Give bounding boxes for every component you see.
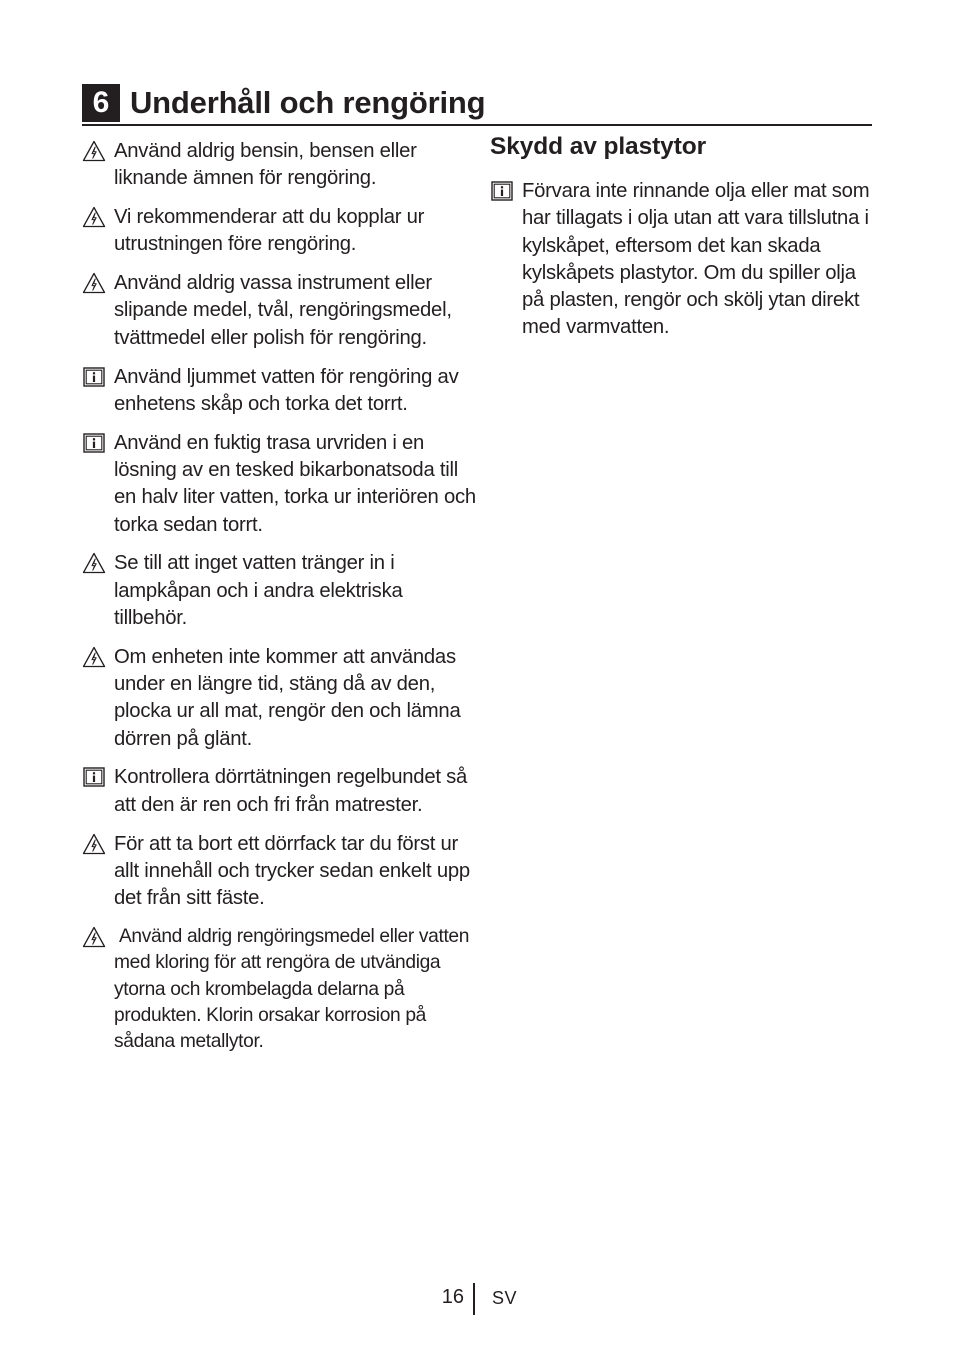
item-text: Förvara inte rinnande olja eller mat som har tillagats i olja utan att vara tillslutna i kylskåpet, eftersom det kan skada kylskåpets plastytor. Om du spiller olja på plasten, rengör och skölj ytan direkt med varmvatten. xyxy=(522,180,870,339)
list-item xyxy=(82,204,477,259)
item-text: Om enheten inte kommer att användas under en längre tid, stäng då av den, plocka ur all mat, rengör den och lämna dörren på glänt. xyxy=(114,645,461,750)
item-text: För att ta bort ett dörrfack tar du först ur allt innehåll och trycker sedan enkelt upp det från sitt fäste. xyxy=(114,832,470,910)
warning-icon xyxy=(82,551,106,575)
warning-icon xyxy=(82,271,106,295)
list-item xyxy=(82,924,477,1055)
chapter-header xyxy=(82,84,872,126)
info-icon xyxy=(82,765,106,789)
info-icon xyxy=(490,179,514,203)
info-icon xyxy=(82,431,106,455)
list-item xyxy=(82,138,477,193)
info-icon xyxy=(82,365,106,389)
list-item xyxy=(82,364,477,419)
page-number: 16 xyxy=(441,1286,464,1308)
chapter-number: 6 xyxy=(82,84,120,122)
item-text: Se till att inget vatten tränger in i lampkåpan och i andra elektriska tillbehör. xyxy=(114,552,403,629)
warning-icon xyxy=(82,205,106,229)
item-text: Använd aldrig vassa instrument eller slipande medel, tvål, rengöringsmedel, tvättmedel eller polish för rengöring. xyxy=(114,272,452,349)
chapter-title: Underhåll och rengöring xyxy=(130,85,486,120)
item-text: Använd ljummet vatten för rengöring av enhetens skåp och torka det torrt. xyxy=(114,365,459,415)
section-title: Skydd av plastytor xyxy=(490,133,707,160)
list-item xyxy=(82,430,477,539)
language-code: SV xyxy=(492,1288,518,1308)
item-text: Kontrollera dörrtätningen regelbundet så att den är ren och fri från matrester. xyxy=(114,766,468,816)
list-item xyxy=(82,270,477,352)
item-text: Använd aldrig bensin, bensen eller liknande ämnen för rengöring. xyxy=(114,140,417,190)
list-item xyxy=(82,644,477,753)
warning-icon xyxy=(82,832,106,856)
left-column xyxy=(82,138,477,1067)
warning-icon xyxy=(82,925,106,949)
page-footer xyxy=(0,1283,954,1315)
footer-divider xyxy=(473,1283,475,1315)
list-item xyxy=(82,831,477,913)
item-text: Vi rekommenderar att du kopplar ur utrustningen före rengöring. xyxy=(114,206,425,256)
list-item xyxy=(82,764,477,819)
list-item xyxy=(82,550,477,632)
item-text: Använd aldrig rengöringsmedel eller vatten med kloring för att rengöra de utvändiga ytorna och krombelagda delarna på produkten. Klorin orsakar korrosion på sådana metallytor. xyxy=(114,925,475,1053)
warning-icon xyxy=(82,139,106,163)
right-column xyxy=(490,130,880,353)
item-text: Använd en fuktig trasa urvriden i en lösning av en tesked bikarbonatsoda till en halv liter vatten, torka ur interiören och torka sedan torrt. xyxy=(114,431,476,536)
warning-icon xyxy=(82,645,106,669)
list-item xyxy=(490,178,880,342)
